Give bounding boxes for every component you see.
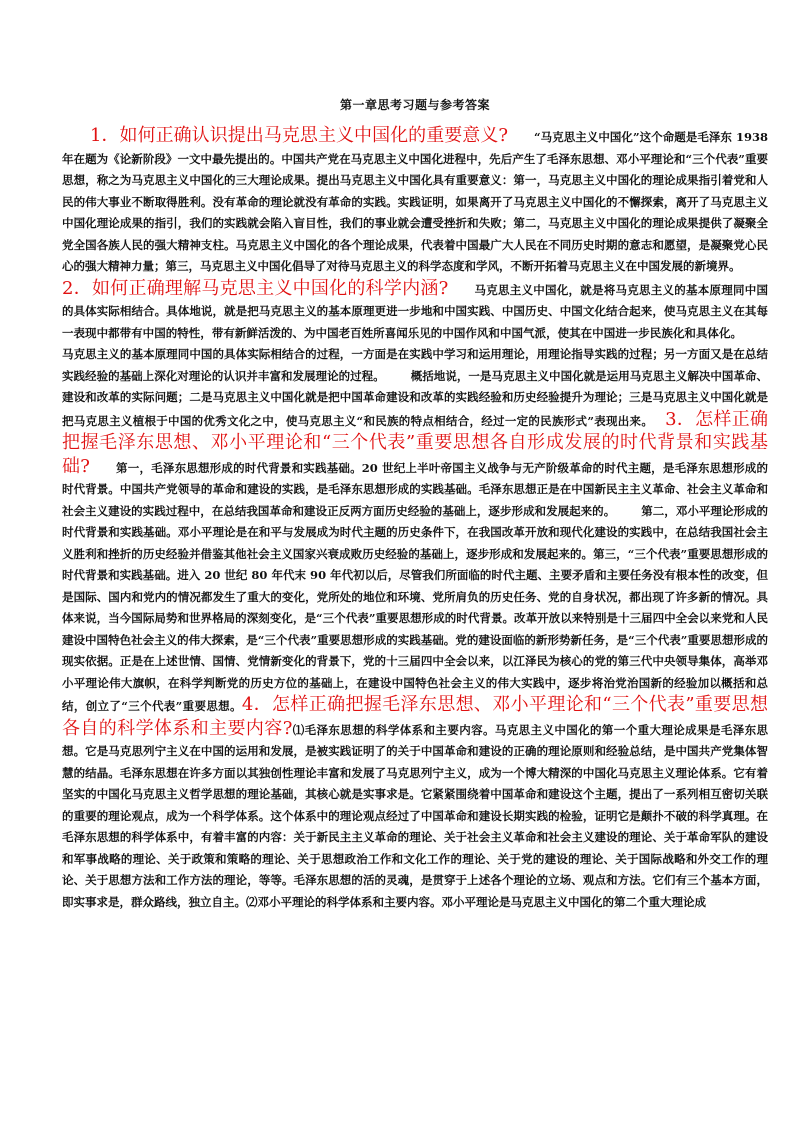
question-2-heading: 2．如何正确理解马克思主义中国化的科学内涵?	[62, 277, 449, 299]
question-2-answer-part-3: 概括地说，一是马克思主义中国化就是运用马克思主义解决中国革命、建设和改革的实际问题；二是马克思主义中国化就是把中国革命建设和改革的实践经验和历史经验提升为理论；三是马克思主义中国化就是把马克思主义植根于中国的优秀文化之中，使马克思主义“和民族的特点相结合，经过一定的民族形式”表现出来。	[62, 368, 769, 428]
document-page	[62, 96, 768, 913]
answers-body	[62, 125, 768, 913]
question-4-heading: 4．怎样正确把握毛泽东思想、邓小平理论和“三个代表”重要思想各自的科学体系和主要内容?	[62, 694, 768, 739]
question-3-answer-part-2: 第二，邓小平理论形成的时代背景和实践基础。邓小平理论是在和平与发展成为时代主题的历史条件下，在我国改革开放和现代化建设的实践中，在总结我国社会主义胜利和挫折的历史经验并借鉴其他社会主义国家兴衰成败历史经验的基础上，逐步形成和发展起来的。第三，“三个代表”重要思想形成的时代背景和实践基础。进入 20 世纪 80 年代末 90 年代初以后，尽管我们所面临的时代主题、主要矛盾和主要任务没有根本性的改变，但是国际、国内和党内的情况都发生了重大的变化，党所处的地位和环境、党所肩负的历史任务、党的自身状况，都出现了许多新的情况。具体来说，当今国际局势和世界格局的深刻变化，是“三个代表”重要思想形成的时代背景。改革开放以来特别是十三届四中全会以来党和人民建设中国特色社会主义的伟大探索，是“三个代表”重要思想形成的实践基础。党的建设面临的新形势新任务，是“三个代表”重要思想形成的现实依据。正是在上述世情、国情、党情新变化的背景下，党的十三届四中全会以来，以江泽民为核心的党的第三代中央领导集体，高举邓小平理论伟大旗帜，在科学判断党的历史方位的基础上，在建设中国特色社会主义的伟大实践中，逐步将治党治国新的经验加以概括和总结，创立了“三个代表”重要思想。	[62, 503, 768, 713]
question-2-answer-part-1: 马克思主义中国化，就是将马克思主义的基本原理同中国的具体实际相结合。具体地说，就是把马克思主义的基本原理更进一步地和中国实践、中国历史、中国文化结合起来，使马克思主义在其每一表现中都带有中国的特性，带有新鲜活泼的、为中国老百姓所喜闻乐见的中国作风和中国气派，使其在中国进一步民族化和具体化。	[62, 282, 769, 340]
document-title: 第一章思考习题与参考答案	[339, 98, 490, 112]
question-3-answer-part-1: 第一，毛泽东思想形成的时代背景和实践基础。20 世纪上半叶帝国主义战争与无产阶级革命的时代主题，是毛泽东思想形成的时代背景。中国共产党领导的革命和建设的实践，是毛泽东思想形成的实践基础。毛泽东思想正是在中国新民主主义革命、社会主义革命和社会主义建设的实践过程中，在总结我国革命和建设正反两方面历史经验的基础上，逐步形成和发展起来的。	[62, 460, 768, 518]
question-3-heading: 3．怎样正确把握毛泽东思想、邓小平理论和“三个代表”重要思想各自形成发展的时代背景和实践基础?	[62, 408, 768, 477]
question-1-answer: “马克思主义中国化”这个命题是毛泽东 1938 年在题为《论新阶段》一文中最先提出的。中国共产党在马克思主义中国化进程中，先后产生了毛泽东思想、邓小平理论和“三个代表”重要思想，称之为马克思主义中国化的三大理论成果。提出马克思主义中国化具有重要意义：第一，马克思主义中国化的理论成果指引着党和人民的伟大事业不断取得胜利。没有革命的理论就没有革命的实践。实践证明，如果离开了马克思主义中国化的不懈探索，离开了马克思主义中国化理论成果的指引，我们的实践就会陷入盲目性，我们的事业就会遭受挫折和失败；第二，马克思主义中国化的理论成果提供了凝聚全党全国各族人民的强大精神支柱。马克思主义中国化的各个理论成果，代表着中国最广大人民在不同历史时期的意志和愿望，是凝聚党心民心的强大精神力量；第三，马克思主义中国化倡导了对待马克思主义的科学态度和学风，不断开拓着马克思主义在中国发展的新境界。	[62, 130, 768, 273]
question-1-heading: 1．如何正确认识提出马克思主义中国化的重要意义?	[90, 125, 508, 146]
question-4-answer: ⑴毛泽东思想的科学体系和主要内容。马克思主义中国化的第一个重大理论成果是毛泽东思想。它是马克思列宁主义在中国的运用和发展，是被实践证明了的关于中国革命和建设的正确的理论原则和经验总结，是中国共产党集体智慧的结晶。毛泽东思想在许多方面以其独创性理论丰富和发展了马克思列宁主义，成为一个博大精深的中国化马克思主义理论体系。它有着坚实的中国化马克思主义哲学思想的理论基础，其核心就是实事求是。它紧紧围绕着中国革命和建设这个主题，提出了一系列相互密切关联的重要的理论观点，成为一个科学体系。这个体系中的理论观点经过了中国革命和建设长期实践的检验，证明它是颠扑不破的科学真理。在毛泽东思想的科学体系中，有着丰富的内容：关于新民主主义革命的理论、关于社会主义革命和社会主义建设的理论、关于革命军队的建设和军事战略的理论、关于政策和策略的理论、关于思想政治工作和文化工作的理论、关于党的建设的理论、关于国际战略和外交工作的理论、关于思想方法和工作方法的理论，等等。毛泽东思想的活的灵魂，是贯穿于上述各个理论的立场、观点和方法。它们有三个基本方面，即实事求是，群众路线，独立自主。⑵邓小平理论的科学体系和主要内容。邓小平理论是马克思主义中国化的第二个重大理论成	[62, 722, 768, 909]
question-2-answer-part-2: 马克思主义的基本原理同中国的具体实际相结合的过程，一方面是在实践中学习和运用理论，用理论指导实践的过程；另一方面又是在总结实践经验的基础上深化对理论的认识并丰富和发展理论的过程。	[62, 347, 768, 383]
